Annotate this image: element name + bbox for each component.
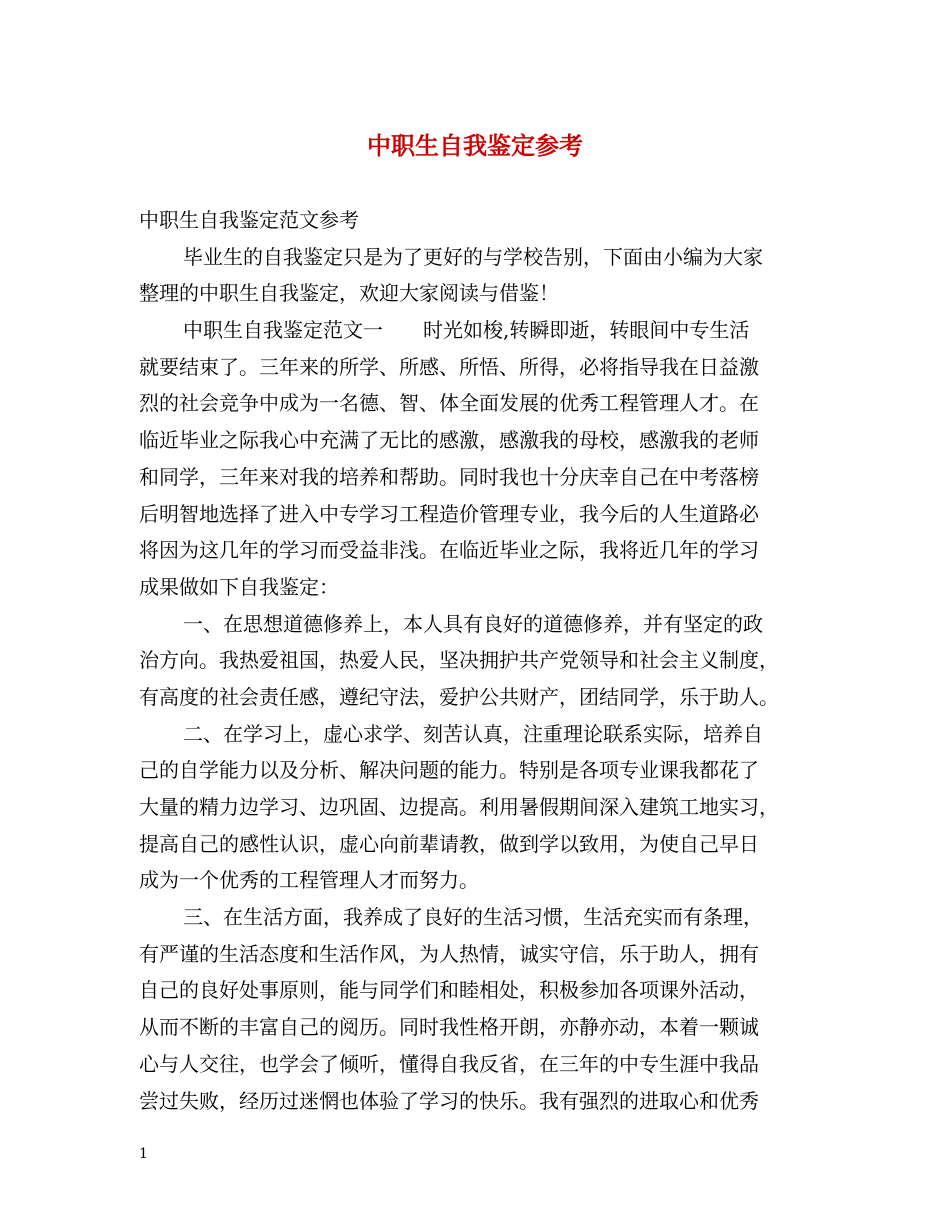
text-line: 整理的中职生自我鉴定，欢迎大家阅读与借鉴！ xyxy=(139,281,559,306)
text-line: 中职生自我鉴定范文一 时光如梭,转瞬即逝，转眼间中专生活 xyxy=(183,318,750,343)
text-line: 心与人交往，也学会了倾听，懂得自我反省，在三年的中专生涯中我品 xyxy=(139,1051,759,1076)
page-number: 1 xyxy=(139,1146,148,1162)
text-line: 一、在思想道德修养上，本人具有良好的道德修养，并有坚定的政 xyxy=(183,611,763,636)
text-line: 尝过失败，经历过迷惘也体验了学习的快乐。我有强烈的进取心和优秀 xyxy=(139,1088,759,1113)
text-line: 后明智地选择了进入中专学习工程造价管理专业，我今后的人生道路必 xyxy=(139,501,759,526)
text-line: 三、在生活方面，我养成了良好的生活习惯，生活充实而有条理， xyxy=(183,905,763,930)
text-line: 二、在学习上，虚心求学、刻苦认真，注重理论联系实际，培养自 xyxy=(183,721,763,746)
document-body xyxy=(139,202,819,1119)
text-line: 将因为这几年的学习而受益非浅。在临近毕业之际，我将近几年的学习 xyxy=(139,538,759,563)
text-line: 烈的社会竞争中成为一名德、智、体全面发展的优秀工程管理人才。在 xyxy=(139,391,759,416)
text-line: 有严谨的生活态度和生活作风，为人热情，诚实守信，乐于助人，拥有 xyxy=(139,941,759,966)
text-line: 提高自己的感性认识，虚心向前辈请教，做到学以致用，为使自己早日 xyxy=(139,831,759,856)
text-line: 成果做如下自我鉴定： xyxy=(139,574,339,599)
text-line: 从而不断的丰富自己的阅历。同时我性格开朗，亦静亦动，本着一颗诚 xyxy=(139,1015,759,1040)
text-line: 临近毕业之际我心中充满了无比的感激，感激我的母校，感激我的老师 xyxy=(139,428,759,453)
text-line: 大量的精力边学习、边巩固、边提高。利用暑假期间深入建筑工地实习， xyxy=(139,795,779,819)
text-line: 治方向。我热爱祖国，热爱人民，坚决拥护共产党领导和社会主义制度， xyxy=(139,648,779,673)
text-line: 成为一个优秀的工程管理人才而努力。 xyxy=(139,868,479,893)
text-line: 自己的良好处事原则，能与同学们和睦相处，积极参加各项课外活动， xyxy=(139,978,759,1003)
text-line: 有高度的社会责任感，遵纪守法，爱护公共财产，团结同学，乐于助人。 xyxy=(139,684,779,709)
text-line: 中职生自我鉴定范文参考 xyxy=(139,208,359,232)
text-line: 和同学，三年来对我的培养和帮助。同时我也十分庆幸自己在中考落榜 xyxy=(139,464,759,489)
text-line: 己的自学能力以及分析、解决问题的能力。特别是各项专业课我都花了 xyxy=(139,758,759,783)
text-line: 毕业生的自我鉴定只是为了更好的与学校告别，下面由小编为大家 xyxy=(183,244,763,269)
document-title: 中职生自我鉴定参考 xyxy=(367,131,583,160)
text-line: 就要结束了。三年来的所学、所感、所悟、所得，必将指导我在日益激 xyxy=(139,354,759,379)
